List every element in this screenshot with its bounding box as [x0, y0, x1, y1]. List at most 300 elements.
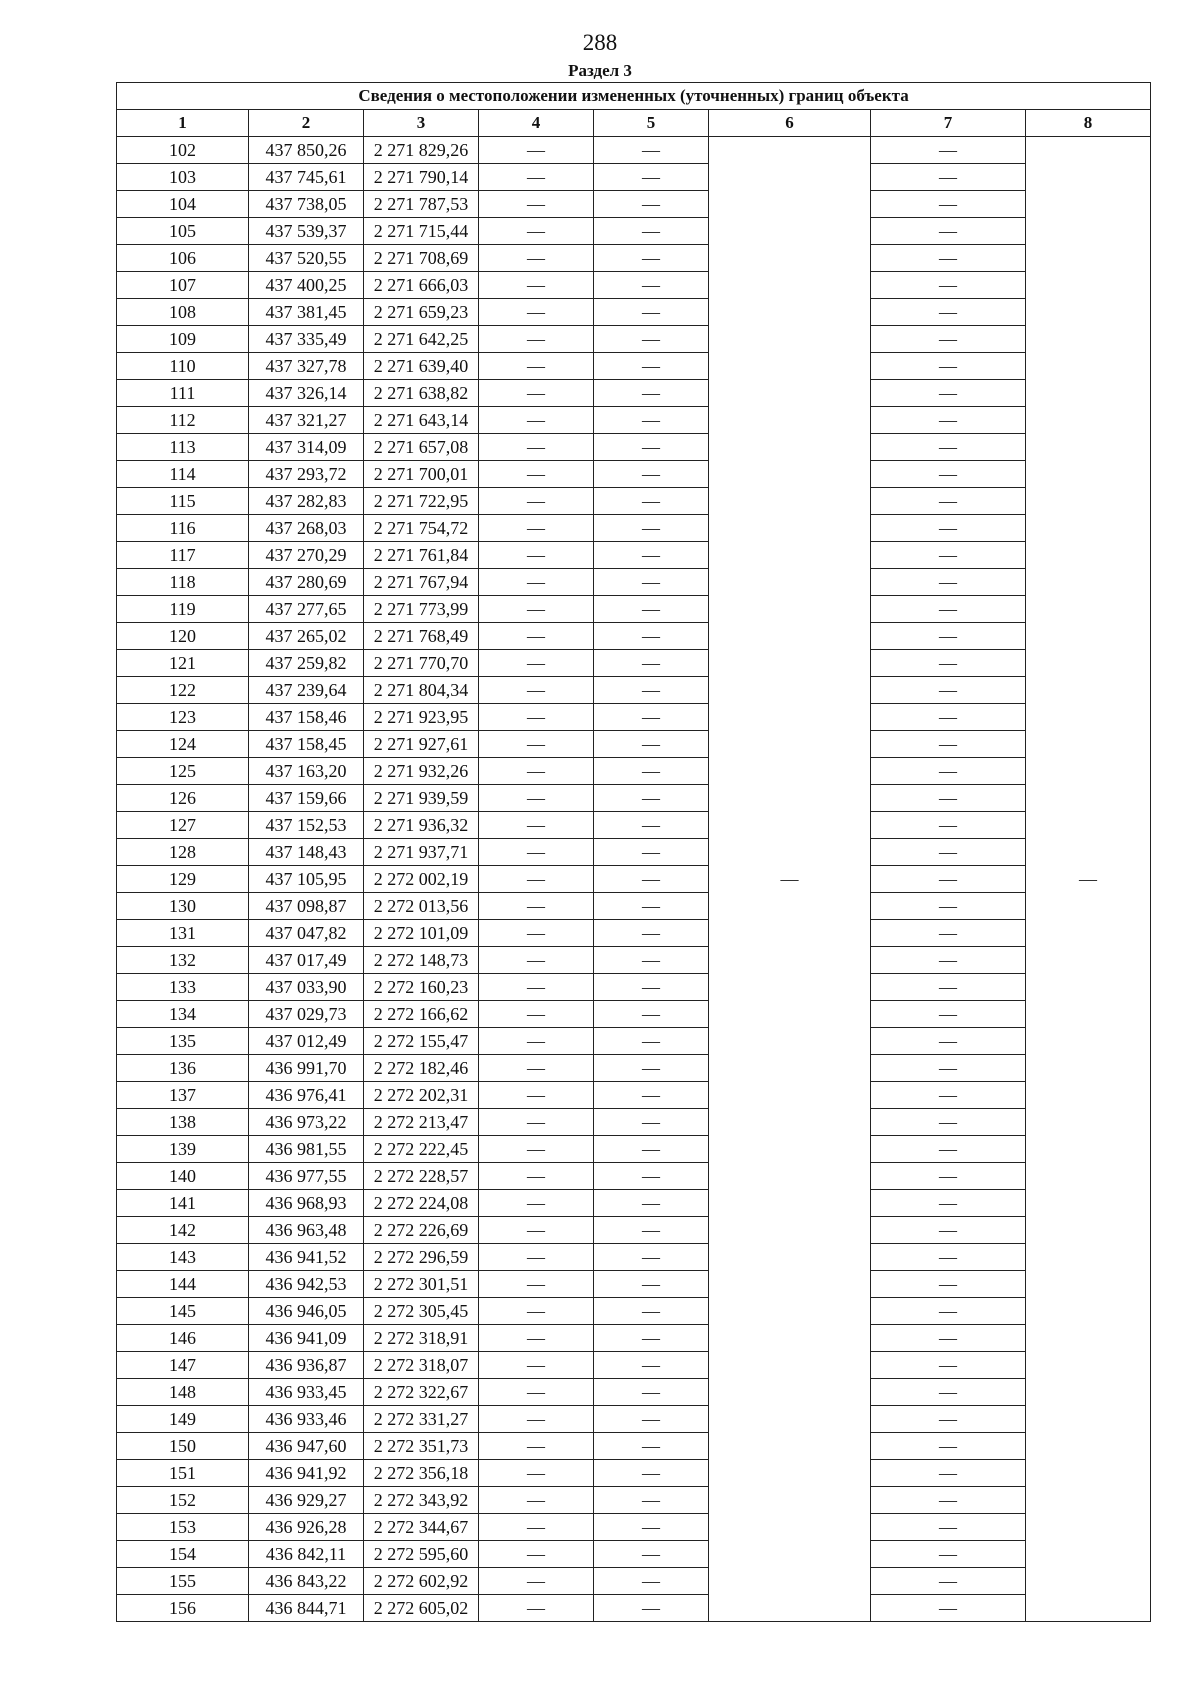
col7-cell: —	[871, 407, 1026, 434]
x-coordinate-cell: 436 976,41	[249, 1082, 364, 1109]
table-row	[117, 974, 1151, 1001]
table-row	[117, 461, 1151, 488]
col4-cell: —	[479, 1433, 594, 1460]
col4-cell: —	[479, 704, 594, 731]
point-number-cell: 120	[117, 623, 249, 650]
table-body	[117, 137, 1151, 1622]
col5-cell: —	[594, 1433, 709, 1460]
col7-cell: —	[871, 974, 1026, 1001]
y-coordinate-cell: 2 272 202,31	[364, 1082, 479, 1109]
col7-cell: —	[871, 1379, 1026, 1406]
y-coordinate-cell: 2 272 595,60	[364, 1541, 479, 1568]
table-row	[117, 839, 1151, 866]
point-number-cell: 116	[117, 515, 249, 542]
col7-cell: —	[871, 1244, 1026, 1271]
x-coordinate-cell: 437 265,02	[249, 623, 364, 650]
y-coordinate-cell: 2 271 657,08	[364, 434, 479, 461]
col5-cell: —	[594, 137, 709, 164]
table-row	[117, 164, 1151, 191]
table-row	[117, 218, 1151, 245]
y-coordinate-cell: 2 272 160,23	[364, 974, 479, 1001]
col4-cell: —	[479, 1001, 594, 1028]
x-coordinate-cell: 437 850,26	[249, 137, 364, 164]
x-coordinate-cell: 437 314,09	[249, 434, 364, 461]
col7-cell: —	[871, 542, 1026, 569]
col7-cell: —	[871, 515, 1026, 542]
table-row	[117, 758, 1151, 785]
table-row	[117, 191, 1151, 218]
table-row	[117, 1541, 1151, 1568]
col7-cell: —	[871, 569, 1026, 596]
column-number: 2	[249, 110, 364, 137]
point-number-cell: 136	[117, 1055, 249, 1082]
y-coordinate-cell: 2 271 923,95	[364, 704, 479, 731]
col4-cell: —	[479, 1487, 594, 1514]
point-number-cell: 125	[117, 758, 249, 785]
table-row	[117, 1163, 1151, 1190]
col5-cell: —	[594, 1190, 709, 1217]
table-row	[117, 1568, 1151, 1595]
col4-cell: —	[479, 326, 594, 353]
x-coordinate-cell: 437 520,55	[249, 245, 364, 272]
col7-cell: —	[871, 1136, 1026, 1163]
col4-cell: —	[479, 677, 594, 704]
x-coordinate-cell: 437 239,64	[249, 677, 364, 704]
y-coordinate-cell: 2 272 182,46	[364, 1055, 479, 1082]
point-number-cell: 139	[117, 1136, 249, 1163]
col5-cell: —	[594, 407, 709, 434]
point-number-cell: 104	[117, 191, 249, 218]
col7-cell: —	[871, 947, 1026, 974]
col5-cell: —	[594, 1136, 709, 1163]
col5-cell: —	[594, 623, 709, 650]
col7-cell: —	[871, 704, 1026, 731]
x-coordinate-cell: 436 941,92	[249, 1460, 364, 1487]
x-coordinate-cell: 436 991,70	[249, 1055, 364, 1082]
col7-cell: —	[871, 1163, 1026, 1190]
col7-cell: —	[871, 839, 1026, 866]
col5-cell: —	[594, 704, 709, 731]
col4-cell: —	[479, 164, 594, 191]
point-number-cell: 126	[117, 785, 249, 812]
point-number-cell: 135	[117, 1028, 249, 1055]
table-row	[117, 1001, 1151, 1028]
table-row	[117, 299, 1151, 326]
col4-cell: —	[479, 1298, 594, 1325]
point-number-cell: 144	[117, 1271, 249, 1298]
point-number-cell: 147	[117, 1352, 249, 1379]
y-coordinate-cell: 2 272 322,67	[364, 1379, 479, 1406]
point-number-cell: 143	[117, 1244, 249, 1271]
table-row	[117, 650, 1151, 677]
table-row	[117, 542, 1151, 569]
col7-cell: —	[871, 623, 1026, 650]
col4-cell: —	[479, 542, 594, 569]
col7-cell: —	[871, 1271, 1026, 1298]
col7-cell: —	[871, 1406, 1026, 1433]
col7-cell: —	[871, 488, 1026, 515]
y-coordinate-cell: 2 272 213,47	[364, 1109, 479, 1136]
x-coordinate-cell: 437 159,66	[249, 785, 364, 812]
y-coordinate-cell: 2 272 002,19	[364, 866, 479, 893]
col4-cell: —	[479, 488, 594, 515]
col5-cell: —	[594, 1514, 709, 1541]
col4-cell: —	[479, 407, 594, 434]
y-coordinate-cell: 2 272 318,91	[364, 1325, 479, 1352]
table-row	[117, 731, 1151, 758]
table-row	[117, 1271, 1151, 1298]
table-row	[117, 488, 1151, 515]
x-coordinate-cell: 437 270,29	[249, 542, 364, 569]
y-coordinate-cell: 2 272 605,02	[364, 1595, 479, 1622]
y-coordinate-cell: 2 271 642,25	[364, 326, 479, 353]
table-row	[117, 245, 1151, 272]
point-number-cell: 118	[117, 569, 249, 596]
x-coordinate-cell: 436 981,55	[249, 1136, 364, 1163]
table-row	[117, 785, 1151, 812]
point-number-cell: 108	[117, 299, 249, 326]
y-coordinate-cell: 2 271 770,70	[364, 650, 479, 677]
y-coordinate-cell: 2 272 226,69	[364, 1217, 479, 1244]
column-number: 6	[709, 110, 871, 137]
col4-cell: —	[479, 245, 594, 272]
col7-cell: —	[871, 1217, 1026, 1244]
col7-cell: —	[871, 137, 1026, 164]
y-coordinate-cell: 2 271 666,03	[364, 272, 479, 299]
x-coordinate-cell: 437 033,90	[249, 974, 364, 1001]
table-row	[117, 1433, 1151, 1460]
point-number-cell: 113	[117, 434, 249, 461]
x-coordinate-cell: 437 381,45	[249, 299, 364, 326]
col7-cell: —	[871, 1541, 1026, 1568]
col5-cell: —	[594, 488, 709, 515]
x-coordinate-cell: 436 947,60	[249, 1433, 364, 1460]
col5-cell: —	[594, 461, 709, 488]
column-number: 7	[871, 110, 1026, 137]
col7-cell: —	[871, 1325, 1026, 1352]
y-coordinate-cell: 2 271 768,49	[364, 623, 479, 650]
col5-cell: —	[594, 1082, 709, 1109]
table-caption: Сведения о местоположении измененных (уточненных) границ объекта	[117, 83, 1151, 110]
column-number: 4	[479, 110, 594, 137]
col7-cell: —	[871, 299, 1026, 326]
point-number-cell: 122	[117, 677, 249, 704]
col7-cell: —	[871, 731, 1026, 758]
col5-cell: —	[594, 785, 709, 812]
x-coordinate-cell: 437 098,87	[249, 893, 364, 920]
x-coordinate-cell: 437 277,65	[249, 596, 364, 623]
col4-cell: —	[479, 920, 594, 947]
col5-cell: —	[594, 1406, 709, 1433]
col7-cell: —	[871, 434, 1026, 461]
col5-cell: —	[594, 1217, 709, 1244]
col4-cell: —	[479, 1460, 594, 1487]
y-coordinate-cell: 2 271 708,69	[364, 245, 479, 272]
col4-cell: —	[479, 569, 594, 596]
y-coordinate-cell: 2 271 643,14	[364, 407, 479, 434]
col4-cell: —	[479, 1352, 594, 1379]
x-coordinate-cell: 437 335,49	[249, 326, 364, 353]
col5-cell: —	[594, 650, 709, 677]
col4-cell: —	[479, 1109, 594, 1136]
col7-cell: —	[871, 1487, 1026, 1514]
col4-cell: —	[479, 1244, 594, 1271]
col5-cell: —	[594, 1379, 709, 1406]
col4-cell: —	[479, 218, 594, 245]
col7-cell: —	[871, 893, 1026, 920]
table-row	[117, 353, 1151, 380]
point-number-cell: 117	[117, 542, 249, 569]
x-coordinate-cell: 437 105,95	[249, 866, 364, 893]
table-row	[117, 1514, 1151, 1541]
y-coordinate-cell: 2 272 296,59	[364, 1244, 479, 1271]
col5-cell: —	[594, 272, 709, 299]
col4-cell: —	[479, 785, 594, 812]
y-coordinate-cell: 2 271 932,26	[364, 758, 479, 785]
x-coordinate-cell: 437 152,53	[249, 812, 364, 839]
col7-cell: —	[871, 866, 1026, 893]
y-coordinate-cell: 2 272 305,45	[364, 1298, 479, 1325]
col4-cell: —	[479, 758, 594, 785]
col4-cell: —	[479, 1055, 594, 1082]
x-coordinate-cell: 436 936,87	[249, 1352, 364, 1379]
table-row	[117, 515, 1151, 542]
y-coordinate-cell: 2 271 939,59	[364, 785, 479, 812]
y-coordinate-cell: 2 271 659,23	[364, 299, 479, 326]
x-coordinate-cell: 437 148,43	[249, 839, 364, 866]
col7-cell: —	[871, 596, 1026, 623]
x-coordinate-cell: 437 745,61	[249, 164, 364, 191]
col5-cell: —	[594, 434, 709, 461]
col4-cell: —	[479, 191, 594, 218]
x-coordinate-cell: 437 539,37	[249, 218, 364, 245]
col7-cell: —	[871, 1001, 1026, 1028]
col5-cell: —	[594, 245, 709, 272]
col5-cell: —	[594, 1001, 709, 1028]
table-row	[117, 272, 1151, 299]
col6-merged-cell: —	[709, 137, 871, 1622]
y-coordinate-cell: 2 271 754,72	[364, 515, 479, 542]
x-coordinate-cell: 436 942,53	[249, 1271, 364, 1298]
col5-cell: —	[594, 1595, 709, 1622]
y-coordinate-cell: 2 271 715,44	[364, 218, 479, 245]
y-coordinate-cell: 2 271 639,40	[364, 353, 479, 380]
col5-cell: —	[594, 947, 709, 974]
table-row	[117, 812, 1151, 839]
col7-cell: —	[871, 1028, 1026, 1055]
col7-cell: —	[871, 1460, 1026, 1487]
y-coordinate-cell: 2 271 790,14	[364, 164, 479, 191]
y-coordinate-cell: 2 272 148,73	[364, 947, 479, 974]
table-row	[117, 1352, 1151, 1379]
table-row	[117, 1298, 1151, 1325]
col7-cell: —	[871, 191, 1026, 218]
col4-cell: —	[479, 1163, 594, 1190]
x-coordinate-cell: 437 163,20	[249, 758, 364, 785]
col5-cell: —	[594, 1460, 709, 1487]
table-row	[117, 1028, 1151, 1055]
point-number-cell: 155	[117, 1568, 249, 1595]
y-coordinate-cell: 2 271 767,94	[364, 569, 479, 596]
col5-cell: —	[594, 1487, 709, 1514]
col4-cell: —	[479, 1028, 594, 1055]
col5-cell: —	[594, 1325, 709, 1352]
col7-cell: —	[871, 785, 1026, 812]
point-number-cell: 129	[117, 866, 249, 893]
y-coordinate-cell: 2 271 761,84	[364, 542, 479, 569]
col5-cell: —	[594, 380, 709, 407]
col4-cell: —	[479, 299, 594, 326]
table-row	[117, 623, 1151, 650]
table-row	[117, 1325, 1151, 1352]
col7-cell: —	[871, 1298, 1026, 1325]
x-coordinate-cell: 436 968,93	[249, 1190, 364, 1217]
point-number-cell: 123	[117, 704, 249, 731]
col7-cell: —	[871, 326, 1026, 353]
y-coordinate-cell: 2 271 722,95	[364, 488, 479, 515]
table-row	[117, 380, 1151, 407]
point-number-cell: 107	[117, 272, 249, 299]
x-coordinate-cell: 436 977,55	[249, 1163, 364, 1190]
col5-cell: —	[594, 515, 709, 542]
col4-cell: —	[479, 272, 594, 299]
table-row	[117, 1055, 1151, 1082]
x-coordinate-cell: 437 293,72	[249, 461, 364, 488]
col7-cell: —	[871, 812, 1026, 839]
point-number-cell: 109	[117, 326, 249, 353]
col5-cell: —	[594, 299, 709, 326]
point-number-cell: 148	[117, 1379, 249, 1406]
x-coordinate-cell: 437 158,45	[249, 731, 364, 758]
col5-cell: —	[594, 1055, 709, 1082]
table-row	[117, 1136, 1151, 1163]
col5-cell: —	[594, 1298, 709, 1325]
column-number: 3	[364, 110, 479, 137]
point-number-cell: 103	[117, 164, 249, 191]
x-coordinate-cell: 436 941,52	[249, 1244, 364, 1271]
table-row	[117, 137, 1151, 164]
y-coordinate-cell: 2 271 804,34	[364, 677, 479, 704]
col5-cell: —	[594, 1271, 709, 1298]
point-number-cell: 149	[117, 1406, 249, 1433]
col7-cell: —	[871, 1109, 1026, 1136]
col7-cell: —	[871, 920, 1026, 947]
point-number-cell: 134	[117, 1001, 249, 1028]
col5-cell: —	[594, 974, 709, 1001]
column-number-row	[117, 110, 1151, 137]
col7-cell: —	[871, 272, 1026, 299]
table-row	[117, 407, 1151, 434]
col4-cell: —	[479, 1379, 594, 1406]
y-coordinate-cell: 2 272 343,92	[364, 1487, 479, 1514]
x-coordinate-cell: 436 844,71	[249, 1595, 364, 1622]
x-coordinate-cell: 437 327,78	[249, 353, 364, 380]
y-coordinate-cell: 2 272 318,07	[364, 1352, 479, 1379]
col5-cell: —	[594, 866, 709, 893]
y-coordinate-cell: 2 271 787,53	[364, 191, 479, 218]
col4-cell: —	[479, 893, 594, 920]
col4-cell: —	[479, 731, 594, 758]
x-coordinate-cell: 436 933,46	[249, 1406, 364, 1433]
y-coordinate-cell: 2 272 331,27	[364, 1406, 479, 1433]
y-coordinate-cell: 2 272 166,62	[364, 1001, 479, 1028]
table-row	[117, 1487, 1151, 1514]
y-coordinate-cell: 2 271 700,01	[364, 461, 479, 488]
y-coordinate-cell: 2 271 937,71	[364, 839, 479, 866]
point-number-cell: 150	[117, 1433, 249, 1460]
col7-cell: —	[871, 1082, 1026, 1109]
y-coordinate-cell: 2 272 344,67	[364, 1514, 479, 1541]
x-coordinate-cell: 436 941,09	[249, 1325, 364, 1352]
y-coordinate-cell: 2 272 222,45	[364, 1136, 479, 1163]
col4-cell: —	[479, 1568, 594, 1595]
col4-cell: —	[479, 1325, 594, 1352]
table-row	[117, 1190, 1151, 1217]
y-coordinate-cell: 2 271 773,99	[364, 596, 479, 623]
col4-cell: —	[479, 1406, 594, 1433]
point-number-cell: 132	[117, 947, 249, 974]
col4-cell: —	[479, 461, 594, 488]
col5-cell: —	[594, 812, 709, 839]
x-coordinate-cell: 437 029,73	[249, 1001, 364, 1028]
col5-cell: —	[594, 893, 709, 920]
point-number-cell: 106	[117, 245, 249, 272]
point-number-cell: 115	[117, 488, 249, 515]
col7-cell: —	[871, 650, 1026, 677]
point-number-cell: 130	[117, 893, 249, 920]
col4-cell: —	[479, 1217, 594, 1244]
col7-cell: —	[871, 1190, 1026, 1217]
col4-cell: —	[479, 1082, 594, 1109]
point-number-cell: 131	[117, 920, 249, 947]
point-number-cell: 121	[117, 650, 249, 677]
y-coordinate-cell: 2 272 013,56	[364, 893, 479, 920]
col5-cell: —	[594, 326, 709, 353]
x-coordinate-cell: 437 321,27	[249, 407, 364, 434]
x-coordinate-cell: 437 282,83	[249, 488, 364, 515]
table-row	[117, 1244, 1151, 1271]
table-row	[117, 434, 1151, 461]
x-coordinate-cell: 436 946,05	[249, 1298, 364, 1325]
col7-cell: —	[871, 1055, 1026, 1082]
column-number: 1	[117, 110, 249, 137]
col7-cell: —	[871, 1568, 1026, 1595]
point-number-cell: 114	[117, 461, 249, 488]
point-number-cell: 138	[117, 1109, 249, 1136]
col5-cell: —	[594, 1541, 709, 1568]
point-number-cell: 102	[117, 137, 249, 164]
col4-cell: —	[479, 839, 594, 866]
col5-cell: —	[594, 920, 709, 947]
col5-cell: —	[594, 569, 709, 596]
col7-cell: —	[871, 758, 1026, 785]
y-coordinate-cell: 2 271 927,61	[364, 731, 479, 758]
col4-cell: —	[479, 1595, 594, 1622]
table-row	[117, 866, 1151, 893]
y-coordinate-cell: 2 272 101,09	[364, 920, 479, 947]
point-number-cell: 119	[117, 596, 249, 623]
col7-cell: —	[871, 1433, 1026, 1460]
point-number-cell: 111	[117, 380, 249, 407]
x-coordinate-cell: 437 017,49	[249, 947, 364, 974]
column-number: 5	[594, 110, 709, 137]
table-row	[117, 569, 1151, 596]
col5-cell: —	[594, 839, 709, 866]
point-number-cell: 127	[117, 812, 249, 839]
col4-cell: —	[479, 623, 594, 650]
x-coordinate-cell: 436 842,11	[249, 1541, 364, 1568]
col7-cell: —	[871, 353, 1026, 380]
